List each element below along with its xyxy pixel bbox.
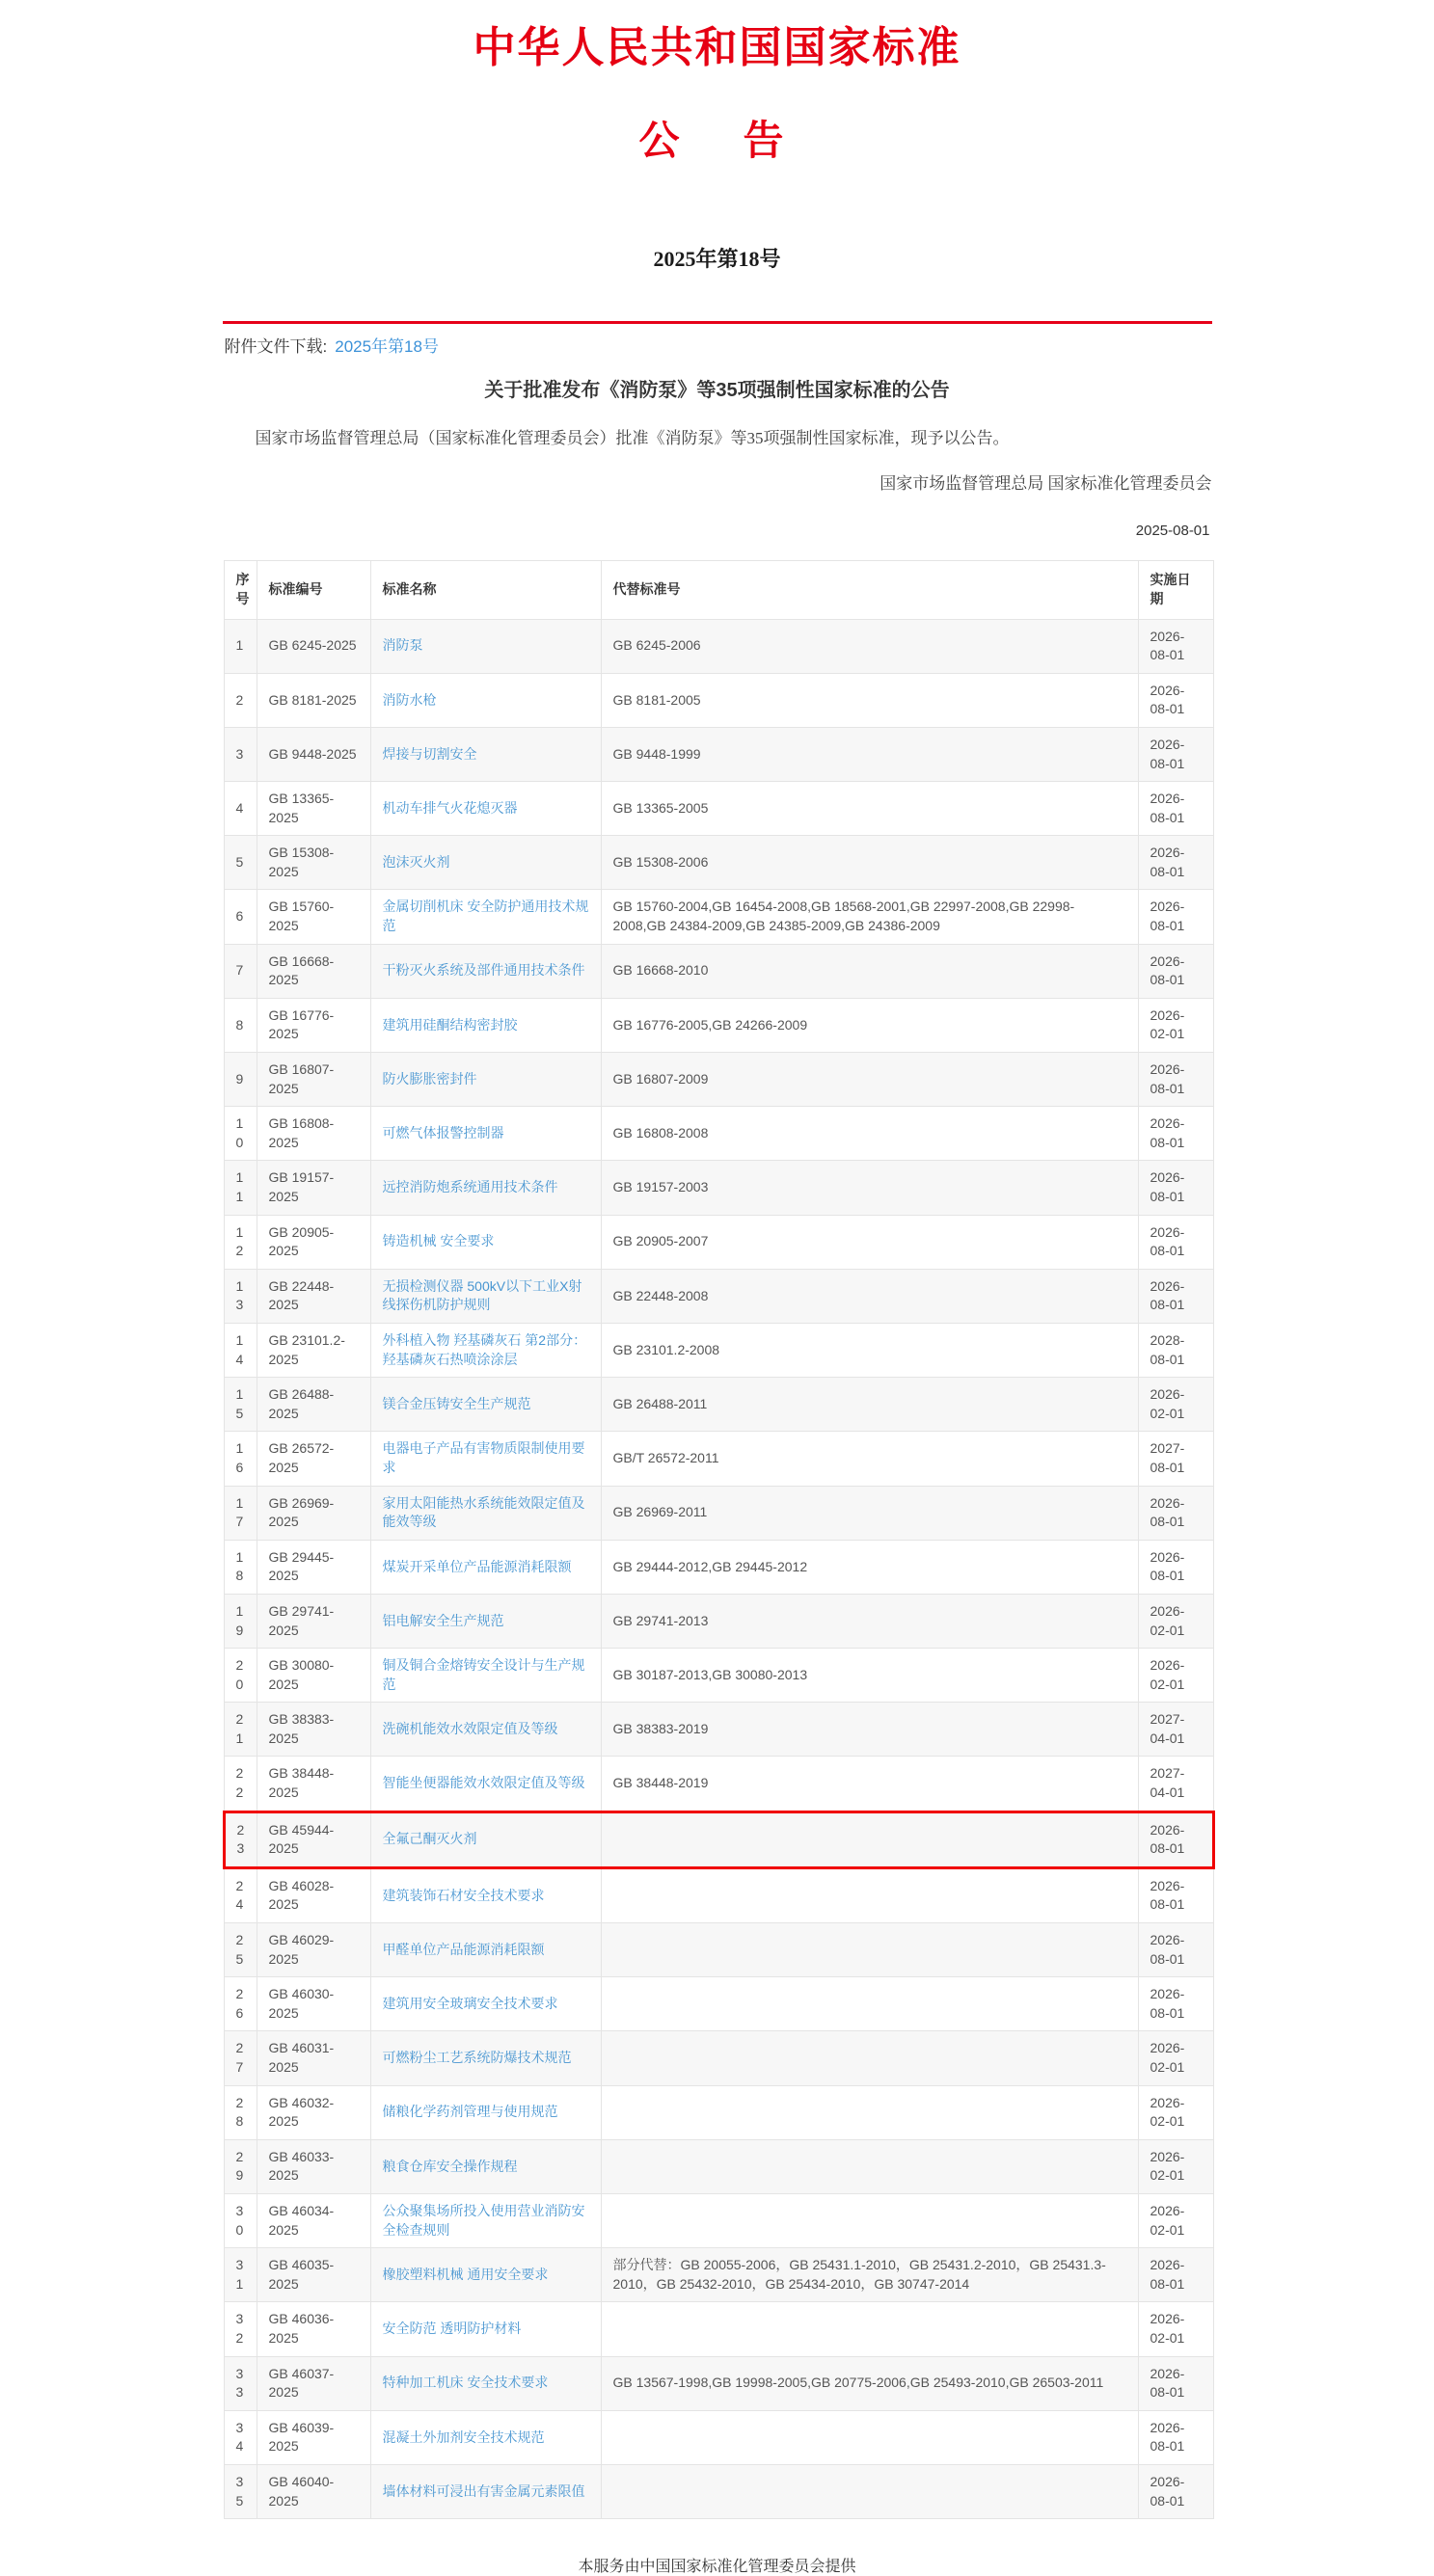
cell-replaced-codes	[601, 1977, 1138, 2031]
cell-implementation-date: 2026-08-01	[1138, 727, 1213, 781]
cell-seq: 24	[224, 1867, 257, 1922]
table-row	[224, 836, 1213, 890]
cell-implementation-date: 2026-08-01	[1138, 1811, 1213, 1867]
cell-standard-code: GB 16776-2025	[257, 998, 370, 1052]
cell-standard-code: GB 22448-2025	[257, 1269, 370, 1323]
column-header-date: 实施日期	[1138, 561, 1213, 619]
cell-replaced-codes: GB 16668-2010	[601, 944, 1138, 998]
cell-replaced-codes	[601, 2193, 1138, 2247]
standard-name-link[interactable]: 建筑用硅酮结构密封胶	[382, 1016, 518, 1033]
table-row	[224, 1867, 1213, 1922]
cell-seq: 34	[224, 2410, 257, 2464]
notice-signature: 国家市场监督管理总局 国家标准化管理委员会	[879, 474, 1212, 494]
cell-replaced-codes: GB 16776-2005,GB 24266-2009	[601, 998, 1138, 1052]
cell-standard-code: GB 46029-2025	[257, 1923, 370, 1977]
standard-name-link[interactable]: 镁合金压铸安全生产规范	[382, 1395, 531, 1411]
cell-implementation-date: 2026-08-01	[1138, 1977, 1213, 2031]
cell-replaced-codes: GB 19157-2003	[601, 1161, 1138, 1215]
cell-standard-name	[370, 1867, 601, 1922]
standard-name-link[interactable]: 安全防范 透明防护材料	[382, 2321, 522, 2337]
cell-seq: 30	[224, 2193, 257, 2247]
cell-replaced-codes: GB 16807-2009	[601, 1053, 1138, 1107]
cell-standard-code: GB 46037-2025	[257, 2356, 370, 2410]
cell-implementation-date: 2026-08-01	[1138, 944, 1213, 998]
cell-standard-code: GB 26572-2025	[257, 1432, 370, 1486]
cell-standard-name	[370, 2248, 601, 2302]
table-row	[224, 727, 1213, 781]
cell-standard-code: GB 16668-2025	[257, 944, 370, 998]
cell-standard-name	[370, 782, 601, 836]
cell-replaced-codes: GB 20905-2007	[601, 1215, 1138, 1269]
cell-implementation-date: 2027-04-01	[1138, 1757, 1213, 1811]
table-row	[224, 619, 1213, 673]
cell-implementation-date: 2026-08-01	[1138, 1486, 1213, 1540]
table-row	[224, 1053, 1213, 1107]
cell-implementation-date: 2026-02-01	[1138, 1378, 1213, 1432]
column-header-seq: 序号	[224, 561, 257, 619]
cell-seq: 15	[224, 1378, 257, 1432]
cell-standard-name	[370, 998, 601, 1052]
cell-seq: 6	[224, 890, 257, 944]
cell-standard-name	[370, 2410, 601, 2464]
cell-seq: 14	[224, 1323, 257, 1377]
cell-implementation-date: 2026-02-01	[1138, 1594, 1213, 1648]
table-row	[224, 2085, 1213, 2139]
cell-implementation-date: 2026-08-01	[1138, 836, 1213, 890]
table-row	[224, 2193, 1213, 2247]
cell-seq: 2	[224, 673, 257, 727]
cell-replaced-codes: GB 26969-2011	[601, 1486, 1138, 1540]
cell-implementation-date: 2026-08-01	[1138, 2464, 1213, 2518]
cell-standard-name	[370, 1486, 601, 1540]
cell-standard-name	[370, 1649, 601, 1703]
cell-standard-name	[370, 2302, 601, 2356]
cell-standard-name	[370, 1161, 601, 1215]
cell-replaced-codes: GB 29444-2012,GB 29445-2012	[601, 1540, 1138, 1594]
cell-replaced-codes: GB 22448-2008	[601, 1269, 1138, 1323]
table-row	[224, 1757, 1213, 1811]
cell-standard-code: GB 46034-2025	[257, 2193, 370, 2247]
table-row	[224, 2410, 1213, 2464]
cell-implementation-date: 2026-08-01	[1138, 2410, 1213, 2464]
cell-replaced-codes: GB 29741-2013	[601, 1594, 1138, 1648]
cell-standard-code: GB 38383-2025	[257, 1703, 370, 1757]
standard-name-link[interactable]: 煤炭开采单位产品能源消耗限额	[382, 1558, 572, 1574]
table-row	[224, 1977, 1213, 2031]
announcement-heading: 公 告	[638, 119, 796, 164]
standard-name-link[interactable]: 可燃粉尘工艺系统防爆技术规范	[382, 2050, 572, 2066]
cell-implementation-date: 2026-08-01	[1138, 1269, 1213, 1323]
cell-standard-code: GB 16808-2025	[257, 1107, 370, 1161]
cell-implementation-date: 2026-08-01	[1138, 2356, 1213, 2410]
cell-standard-name	[370, 2464, 601, 2518]
cell-seq: 7	[224, 944, 257, 998]
cell-seq: 22	[224, 1757, 257, 1811]
cell-replaced-codes: GB 13365-2005	[601, 782, 1138, 836]
standard-name-link[interactable]: 混凝土外加剂安全技术规范	[382, 2428, 545, 2445]
standard-name-link[interactable]: 机动车排气火花熄灭器	[382, 799, 518, 816]
standard-name-link[interactable]: 可燃气体报警控制器	[382, 1125, 504, 1141]
table-row	[224, 1703, 1213, 1757]
standard-name-link[interactable]: 铸造机械 安全要求	[382, 1233, 495, 1249]
table-row	[224, 1649, 1213, 1703]
cell-seq: 13	[224, 1269, 257, 1323]
cell-implementation-date: 2026-08-01	[1138, 1215, 1213, 1269]
cell-implementation-date: 2026-08-01	[1138, 1053, 1213, 1107]
column-header-name: 标准名称	[370, 561, 601, 619]
standard-name-link[interactable]: 家用太阳能热水系统能效限定值及能效等级	[382, 1494, 585, 1530]
cell-standard-code: GB 13365-2025	[257, 782, 370, 836]
cell-replaced-codes	[601, 2139, 1138, 2193]
cell-seq: 32	[224, 2302, 257, 2356]
cell-implementation-date: 2026-02-01	[1138, 2031, 1213, 2085]
cell-replaced-codes: GB 30187-2013,GB 30080-2013	[601, 1649, 1138, 1703]
table-row	[224, 782, 1213, 836]
standard-name-link[interactable]: 智能坐便器能效水效限定值及等级	[382, 1775, 585, 1791]
cell-replaced-codes	[601, 2464, 1138, 2518]
cell-standard-name	[370, 1378, 601, 1432]
standard-name-link[interactable]: 泡沫灭火剂	[382, 854, 450, 871]
notice-title: 关于批准发布《消防泵》等35项强制性国家标准的公告	[484, 379, 950, 401]
cell-implementation-date: 2026-08-01	[1138, 1540, 1213, 1594]
standard-name-link[interactable]: 全氟己酮灭火剂	[382, 1831, 477, 1847]
cell-standard-name	[370, 1540, 601, 1594]
cell-standard-code: GB 6245-2025	[257, 619, 370, 673]
cell-seq: 12	[224, 1215, 257, 1269]
cell-seq: 8	[224, 998, 257, 1052]
cell-standard-code: GB 46033-2025	[257, 2139, 370, 2193]
page-title: 中华人民共和国国家标准	[473, 24, 961, 71]
standard-name-link[interactable]: 远控消防炮系统通用技术条件	[382, 1179, 558, 1195]
cell-standard-code: GB 46036-2025	[257, 2302, 370, 2356]
table-row	[224, 2302, 1213, 2356]
cell-standard-name	[370, 944, 601, 998]
cell-standard-code: GB 26969-2025	[257, 1486, 370, 1540]
cell-standard-name	[370, 1269, 601, 1323]
standard-name-link[interactable]: 建筑用安全玻璃安全技术要求	[382, 1996, 558, 2012]
standard-name-link[interactable]: 储粮化学药剂管理与使用规范	[382, 2104, 558, 2120]
cell-replaced-codes: GB 9448-1999	[601, 727, 1138, 781]
cell-standard-name	[370, 1215, 601, 1269]
cell-standard-name	[370, 1594, 601, 1648]
table-row	[224, 1269, 1213, 1323]
cell-implementation-date: 2026-02-01	[1138, 2193, 1213, 2247]
cell-standard-code: GB 46032-2025	[257, 2085, 370, 2139]
standard-name-link[interactable]: 建筑装饰石材安全技术要求	[382, 1887, 545, 1903]
announcement-page	[223, 0, 1212, 2576]
cell-standard-code: GB 46030-2025	[257, 1977, 370, 2031]
cell-replaced-codes: GB 8181-2005	[601, 673, 1138, 727]
standard-name-link[interactable]: 防火膨胀密封件	[382, 1070, 477, 1087]
cell-standard-name	[370, 1977, 601, 2031]
cell-implementation-date: 2026-02-01	[1138, 2139, 1213, 2193]
cell-standard-code: GB 15308-2025	[257, 836, 370, 890]
standard-name-link[interactable]: 电器电子产品有害物质限制使用要求	[382, 1440, 585, 1475]
table-row	[224, 944, 1213, 998]
table-header-row	[224, 561, 1213, 619]
cell-standard-code: GB 29741-2025	[257, 1594, 370, 1648]
cell-standard-code: GB 46035-2025	[257, 2248, 370, 2302]
cell-implementation-date: 2026-08-01	[1138, 1161, 1213, 1215]
footer-text: 本服务由中国国家标准化管理委员会提供	[578, 2559, 856, 2576]
cell-seq: 10	[224, 1107, 257, 1161]
attachment-download-link[interactable]: 2025年第18号	[335, 336, 439, 356]
cell-seq: 5	[224, 836, 257, 890]
cell-implementation-date: 2028-08-01	[1138, 1323, 1213, 1377]
table-row	[224, 2356, 1213, 2410]
cell-replaced-codes: GB 13567-1998,GB 19998-2005,GB 20775-2006,GB 25493-2010,GB 26503-2011	[601, 2356, 1138, 2410]
cell-replaced-codes: GB 15760-2004,GB 16454-2008,GB 18568-2001,GB 22997-2008,GB 22998-2008,GB 24384-2009,GB 24385-2009,GB 24386-2009	[601, 890, 1138, 944]
cell-implementation-date: 2026-08-01	[1138, 1923, 1213, 1977]
standard-name-link[interactable]: 橡胶塑料机械 通用安全要求	[382, 2266, 549, 2282]
cell-seq: 20	[224, 1649, 257, 1703]
notice-date: 2025-08-01	[1135, 523, 1210, 540]
cell-standard-code: GB 45944-2025	[257, 1811, 370, 1867]
table-row	[224, 1811, 1213, 1867]
cell-implementation-date: 2026-08-01	[1138, 619, 1213, 673]
cell-seq: 1	[224, 619, 257, 673]
cell-seq: 35	[224, 2464, 257, 2518]
issue-number: 2025年第18号	[653, 246, 781, 271]
cell-standard-name	[370, 890, 601, 944]
cell-replaced-codes	[601, 2031, 1138, 2085]
cell-standard-code: GB 15760-2025	[257, 890, 370, 944]
cell-implementation-date: 2026-02-01	[1138, 1649, 1213, 1703]
cell-implementation-date: 2027-08-01	[1138, 1432, 1213, 1486]
cell-replaced-codes: GB 15308-2006	[601, 836, 1138, 890]
cell-standard-name	[370, 673, 601, 727]
attachment-row	[223, 324, 1212, 357]
cell-standard-code: GB 46040-2025	[257, 2464, 370, 2518]
cell-replaced-codes	[601, 1811, 1138, 1867]
cell-replaced-codes	[601, 2410, 1138, 2464]
standard-name-link[interactable]: 铝电解安全生产规范	[382, 1612, 504, 1628]
cell-standard-code: GB 29445-2025	[257, 1540, 370, 1594]
table-row	[224, 1540, 1213, 1594]
cell-replaced-codes: GB 38383-2019	[601, 1703, 1138, 1757]
table-row	[224, 1107, 1213, 1161]
table-row	[224, 1161, 1213, 1215]
standards-table	[223, 560, 1215, 2519]
cell-standard-code: GB 46028-2025	[257, 1867, 370, 1922]
cell-seq: 11	[224, 1161, 257, 1215]
cell-replaced-codes	[601, 2085, 1138, 2139]
table-row	[224, 1432, 1213, 1486]
cell-seq: 16	[224, 1432, 257, 1486]
cell-seq: 33	[224, 2356, 257, 2410]
cell-standard-name	[370, 2139, 601, 2193]
table-row	[224, 890, 1213, 944]
standard-name-link[interactable]: 消防泵	[382, 637, 423, 654]
cell-standard-name	[370, 1703, 601, 1757]
cell-standard-name	[370, 1811, 601, 1867]
cell-standard-code: GB 8181-2025	[257, 673, 370, 727]
cell-implementation-date: 2026-02-01	[1138, 2085, 1213, 2139]
cell-implementation-date: 2026-08-01	[1138, 782, 1213, 836]
table-row	[224, 1378, 1213, 1432]
cell-replaced-codes	[601, 1867, 1138, 1922]
column-header-code: 标准编号	[257, 561, 370, 619]
attachment-label: 附件文件下载:	[224, 336, 328, 356]
cell-seq: 28	[224, 2085, 257, 2139]
standard-name-link[interactable]: 墙体材料可浸出有害金属元素限值	[382, 2482, 585, 2499]
cell-standard-name	[370, 1323, 601, 1377]
cell-standard-code: GB 16807-2025	[257, 1053, 370, 1107]
cell-replaced-codes: GB 16808-2008	[601, 1107, 1138, 1161]
cell-standard-code: GB 9448-2025	[257, 727, 370, 781]
cell-standard-code: GB 23101.2-2025	[257, 1323, 370, 1377]
cell-seq: 9	[224, 1053, 257, 1107]
cell-standard-code: GB 46031-2025	[257, 2031, 370, 2085]
cell-standard-code: GB 19157-2025	[257, 1161, 370, 1215]
cell-seq: 27	[224, 2031, 257, 2085]
cell-implementation-date: 2027-04-01	[1138, 1703, 1213, 1757]
cell-standard-name	[370, 2356, 601, 2410]
cell-implementation-date: 2026-02-01	[1138, 998, 1213, 1052]
cell-implementation-date: 2026-08-01	[1138, 673, 1213, 727]
table-row	[224, 1923, 1213, 1977]
cell-seq: 25	[224, 1923, 257, 1977]
standard-name-link[interactable]: 甲醛单位产品能源消耗限额	[382, 1941, 545, 1957]
standard-name-link[interactable]: 无损检测仪器 500kV以下工业X射线探伤机防护规则	[382, 1277, 582, 1313]
standard-name-link[interactable]: 干粉灭火系统及部件通用技术条件	[382, 962, 585, 979]
cell-seq: 4	[224, 782, 257, 836]
table-row	[224, 1486, 1213, 1540]
cell-replaced-codes	[601, 1923, 1138, 1977]
cell-standard-code: GB 20905-2025	[257, 1215, 370, 1269]
cell-seq: 26	[224, 1977, 257, 2031]
table-row	[224, 998, 1213, 1052]
standards-table-body	[224, 619, 1213, 2519]
standard-name-link[interactable]: 特种加工机床 安全技术要求	[382, 2375, 549, 2391]
standard-name-link[interactable]: 焊接与切割安全	[382, 745, 477, 762]
cell-seq: 23	[224, 1811, 257, 1867]
standard-name-link[interactable]: 粮食仓库安全操作规程	[382, 2158, 518, 2174]
table-row	[224, 1215, 1213, 1269]
table-row	[224, 2031, 1213, 2085]
cell-seq: 18	[224, 1540, 257, 1594]
standard-name-link[interactable]: 铜及铜合金熔铸安全设计与生产规范	[382, 1657, 585, 1692]
table-row	[224, 2464, 1213, 2518]
cell-seq: 3	[224, 727, 257, 781]
cell-implementation-date: 2026-08-01	[1138, 1867, 1213, 1922]
column-header-replaced: 代替标准号	[601, 561, 1138, 619]
cell-replaced-codes: GB 23101.2-2008	[601, 1323, 1138, 1377]
cell-implementation-date: 2026-02-01	[1138, 2302, 1213, 2356]
standard-name-link[interactable]: 公众聚集场所投入使用营业消防安全检查规则	[382, 2202, 585, 2238]
cell-standard-name	[370, 619, 601, 673]
cell-replaced-codes: GB/T 26572-2011	[601, 1432, 1138, 1486]
cell-standard-name	[370, 1053, 601, 1107]
cell-standard-name	[370, 1107, 601, 1161]
cell-replaced-codes: 部分代替：GB 20055-2006，GB 25431.1-2010，GB 25431.2-2010，GB 25431.3-2010，GB 25432-2010，GB 25434-2010，GB 30747-2014	[601, 2248, 1138, 2302]
cell-standard-name	[370, 2085, 601, 2139]
cell-implementation-date: 2026-08-01	[1138, 890, 1213, 944]
cell-implementation-date: 2026-08-01	[1138, 2248, 1213, 2302]
cell-standard-code: GB 46039-2025	[257, 2410, 370, 2464]
cell-seq: 21	[224, 1703, 257, 1757]
cell-seq: 17	[224, 1486, 257, 1540]
cell-standard-code: GB 26488-2025	[257, 1378, 370, 1432]
standard-name-link[interactable]: 消防水枪	[382, 691, 437, 708]
cell-seq: 29	[224, 2139, 257, 2193]
cell-replaced-codes: GB 26488-2011	[601, 1378, 1138, 1432]
standard-name-link[interactable]: 洗碗机能效水效限定值及等级	[382, 1721, 558, 1737]
cell-seq: 19	[224, 1594, 257, 1648]
cell-standard-name	[370, 1757, 601, 1811]
cell-standard-name	[370, 1923, 601, 1977]
cell-replaced-codes: GB 6245-2006	[601, 619, 1138, 673]
cell-standard-code: GB 30080-2025	[257, 1649, 370, 1703]
notice-body: 国家市场监督管理总局（国家标准化管理委员会）批准《消防泵》等35项强制性国家标准，现予以公告。	[255, 428, 1010, 447]
cell-implementation-date: 2026-08-01	[1138, 1107, 1213, 1161]
cell-standard-name	[370, 727, 601, 781]
cell-standard-name	[370, 836, 601, 890]
cell-replaced-codes	[601, 2302, 1138, 2356]
cell-standard-name	[370, 2193, 601, 2247]
table-row	[224, 2139, 1213, 2193]
cell-standard-name	[370, 1432, 601, 1486]
cell-seq: 31	[224, 2248, 257, 2302]
table-row	[224, 1594, 1213, 1648]
cell-standard-name	[370, 2031, 601, 2085]
table-row	[224, 2248, 1213, 2302]
cell-standard-code: GB 38448-2025	[257, 1757, 370, 1811]
table-row	[224, 1323, 1213, 1377]
standard-name-link[interactable]: 外科植入物 羟基磷灰石 第2部分：羟基磷灰石热喷涂涂层	[382, 1331, 587, 1367]
table-row	[224, 673, 1213, 727]
cell-replaced-codes: GB 38448-2019	[601, 1757, 1138, 1811]
standard-name-link[interactable]: 金属切削机床 安全防护通用技术规范	[382, 899, 589, 934]
